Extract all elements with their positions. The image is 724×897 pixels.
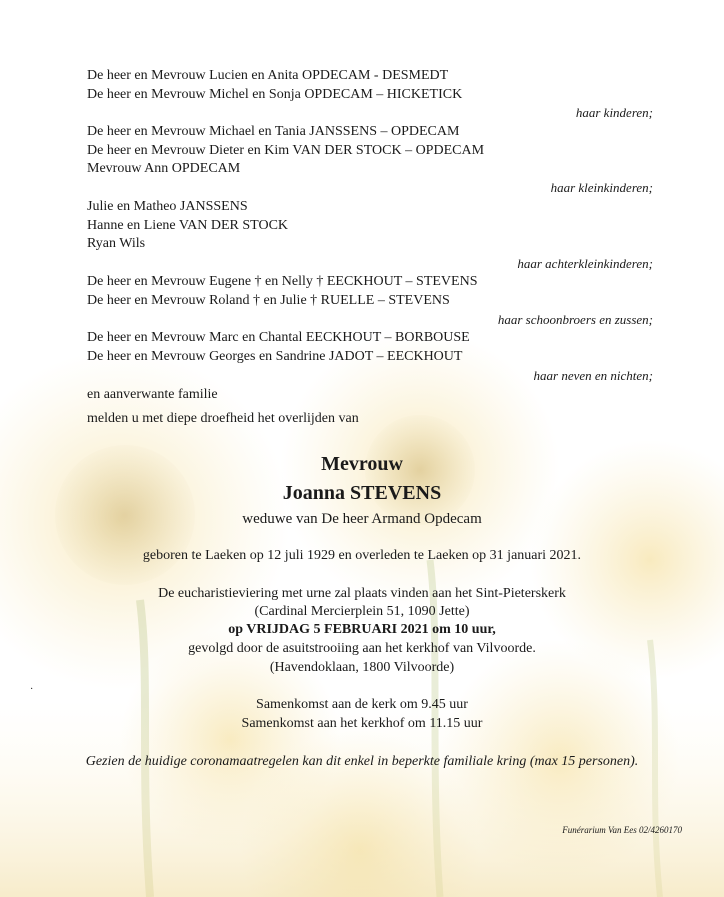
family-line: De heer en Mevrouw Dieter en Kim VAN DER STOCK – OPDECAM	[87, 143, 485, 158]
funeral-home-credit: Funérarium Van Ees 02/4260170	[562, 825, 682, 835]
extended-family: en aanverwante familie	[87, 387, 218, 402]
family-line: De heer en Mevrouw Lucien en Anita OPDECAM - DESMEDT	[87, 68, 449, 83]
relation-label: haar achterkleinkinderen;	[517, 256, 653, 271]
deceased-title: Mevrouw	[321, 453, 403, 475]
family-line: De heer en Mevrouw Georges en Sandrine JADOT – EECKHOUT	[87, 349, 463, 364]
relation-label: haar schoonbroers en zussen;	[497, 312, 653, 327]
family-line: De heer en Mevrouw Eugene † en Nelly † EECKHOUT – STEVENS	[87, 274, 478, 289]
ceremony-address: (Cardinal Mercierplein 51, 1090 Jette)	[254, 604, 470, 619]
stray-mark: ·	[30, 684, 34, 695]
family-line: Mevrouw Ann OPDECAM	[87, 161, 241, 176]
family-line: Julie en Matheo JANSSENS	[87, 199, 248, 214]
corona-note: Gezien de huidige coronamaatregelen kan dit enkel in beperkte familiale kring (max 15 personen).	[85, 754, 639, 769]
relation-label: haar neven en nichten;	[533, 368, 653, 383]
gathering-cemetery: Samenkomst aan het kerkhof om 11.15 uur	[241, 716, 483, 731]
relation-label: haar kleinkinderen;	[550, 180, 653, 195]
birth-death-text: geboren te Laeken op 12 juli 1929 en overleden te Laeken op 31 januari 2021.	[142, 548, 582, 563]
family-line: De heer en Mevrouw Michel en Sonja OPDECAM – HICKETICK	[87, 87, 463, 102]
ceremony-datetime: op VRIJDAG 5 FEBRUARI 2021 om 10 uur,	[228, 622, 496, 637]
relation-label: haar kinderen;	[575, 105, 653, 120]
cemetery-address: (Havendoklaan, 1800 Vilvoorde)	[269, 660, 455, 675]
gathering-church: Samenkomst aan de kerk om 9.45 uur	[256, 697, 468, 712]
announcement-text: melden u met diepe droefheid het overlijden van	[87, 411, 359, 426]
family-line: Ryan Wils	[87, 236, 146, 251]
family-line: Hanne en Liene VAN DER STOCK	[87, 218, 289, 233]
ceremony-line: De eucharistieviering met urne zal plaats vinden aan het Sint-Pieterskerk	[158, 586, 566, 601]
widow-of-text: weduwe van De heer Armand Opdecam	[242, 511, 482, 527]
family-line: De heer en Mevrouw Roland † en Julie † RUELLE – STEVENS	[87, 293, 450, 308]
deceased-name: Joanna STEVENS	[282, 482, 442, 504]
ceremony-line: gevolgd door de asuitstrooiing aan het kerkhof van Vilvoorde.	[188, 641, 536, 656]
family-line: De heer en Mevrouw Michael en Tania JANSSENS – OPDECAM	[87, 124, 460, 139]
family-line: De heer en Mevrouw Marc en Chantal EECKHOUT – BORBOUSE	[87, 330, 470, 345]
